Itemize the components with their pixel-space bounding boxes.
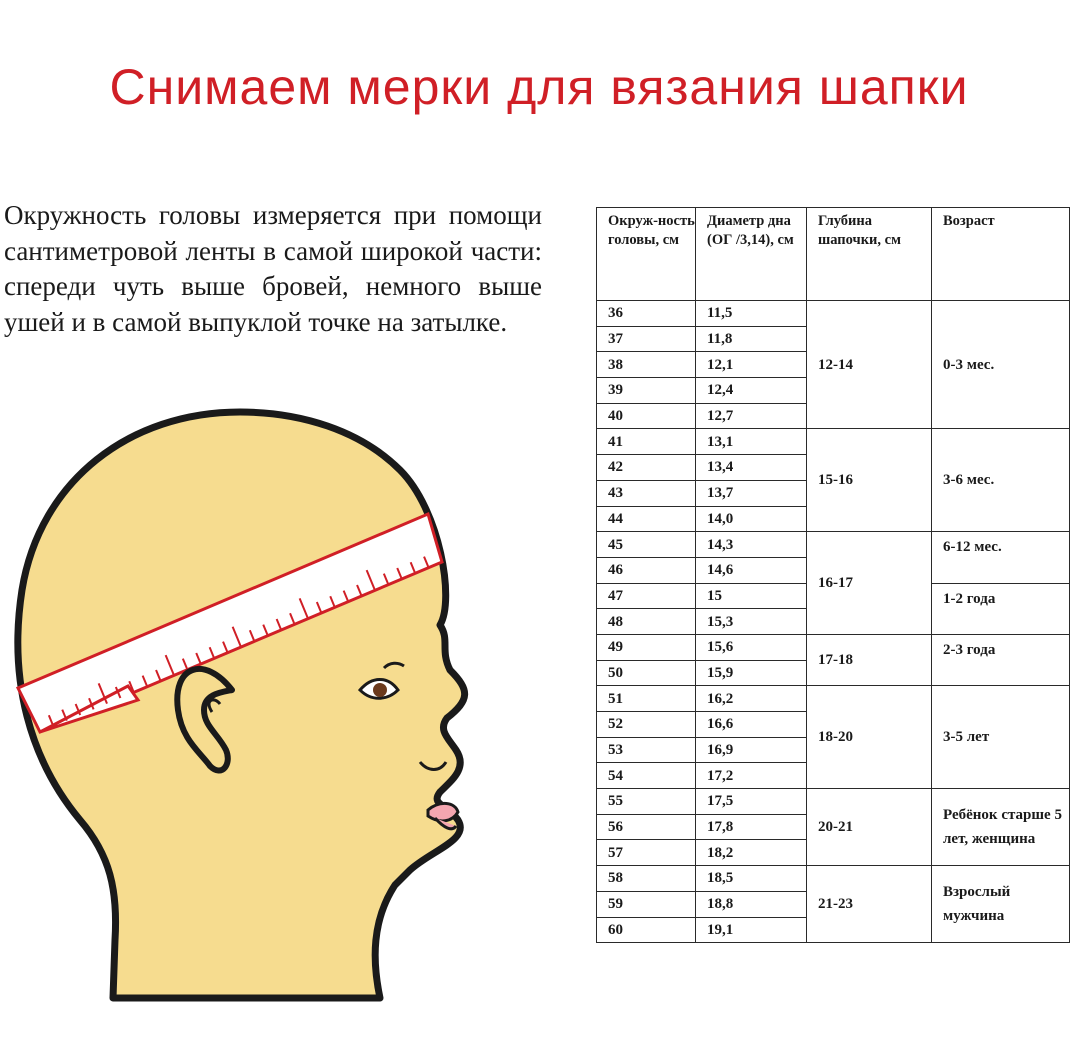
age-cell: Взрослый мужчина bbox=[932, 866, 1070, 943]
circumference-cell: 57 bbox=[597, 840, 696, 866]
diameter-cell: 13,1 bbox=[696, 429, 807, 455]
circumference-cell: 37 bbox=[597, 326, 696, 352]
header-diameter: Диаметр дна (ОГ /3,14), см bbox=[696, 208, 807, 301]
diameter-cell: 16,6 bbox=[696, 712, 807, 738]
circumference-cell: 44 bbox=[597, 506, 696, 532]
circumference-cell: 56 bbox=[597, 814, 696, 840]
age-cell: 6-12 мес. bbox=[932, 532, 1070, 583]
lips-shape bbox=[428, 803, 458, 821]
depth-cell: 16-17 bbox=[807, 532, 932, 635]
diameter-cell: 18,2 bbox=[696, 840, 807, 866]
diameter-cell: 19,1 bbox=[696, 917, 807, 943]
circumference-cell: 48 bbox=[597, 609, 696, 635]
depth-cell: 17-18 bbox=[807, 634, 932, 685]
circumference-cell: 51 bbox=[597, 686, 696, 712]
depth-cell: 20-21 bbox=[807, 789, 932, 866]
diameter-cell: 11,5 bbox=[696, 301, 807, 327]
header-circumference: Окруж-ность головы, см bbox=[597, 208, 696, 301]
intro-paragraph: Окружность головы измеряется при помощи сантиметровой ленты в самой широкой части: спереди чуть выше бровей, немного выше ушей и в самой выпуклой точке на затылке. bbox=[4, 200, 542, 337]
circumference-cell: 52 bbox=[597, 712, 696, 738]
age-cell: 0-3 мес. bbox=[932, 301, 1070, 429]
circumference-cell: 40 bbox=[597, 403, 696, 429]
circumference-cell: 53 bbox=[597, 737, 696, 763]
table-row bbox=[597, 634, 1070, 660]
diameter-cell: 12,7 bbox=[696, 403, 807, 429]
circumference-cell: 54 bbox=[597, 763, 696, 789]
diameter-cell: 11,8 bbox=[696, 326, 807, 352]
circumference-cell: 49 bbox=[597, 634, 696, 660]
age-cell: 3-6 мес. bbox=[932, 429, 1070, 532]
diameter-cell: 17,2 bbox=[696, 763, 807, 789]
diameter-cell: 17,5 bbox=[696, 789, 807, 815]
circumference-cell: 45 bbox=[597, 532, 696, 558]
size-table bbox=[596, 207, 1070, 943]
header-depth: Глубина шапочки, см bbox=[807, 208, 932, 301]
depth-cell: 12-14 bbox=[807, 301, 932, 429]
age-cell: 1-2 года bbox=[932, 583, 1070, 634]
circumference-cell: 41 bbox=[597, 429, 696, 455]
diameter-cell: 16,9 bbox=[696, 737, 807, 763]
page-title: Снимаем мерки для вязания шапки bbox=[109, 59, 969, 115]
circumference-cell: 43 bbox=[597, 480, 696, 506]
age-cell: Ребёнок старше 5 лет, женщина bbox=[932, 789, 1070, 866]
circumference-cell: 55 bbox=[597, 789, 696, 815]
circumference-cell: 39 bbox=[597, 378, 696, 404]
head-measuring-illustration bbox=[0, 400, 560, 1020]
age-cell: 2-3 года bbox=[932, 634, 1070, 685]
circumference-cell: 47 bbox=[597, 583, 696, 609]
diameter-cell: 15 bbox=[696, 583, 807, 609]
table-row bbox=[597, 686, 1070, 712]
diameter-cell: 15,9 bbox=[696, 660, 807, 686]
depth-cell: 21-23 bbox=[807, 866, 932, 943]
diameter-cell: 18,5 bbox=[696, 866, 807, 892]
table-row bbox=[597, 429, 1070, 455]
depth-cell: 15-16 bbox=[807, 429, 932, 532]
circumference-cell: 60 bbox=[597, 917, 696, 943]
depth-cell: 18-20 bbox=[807, 686, 932, 789]
diameter-cell: 13,4 bbox=[696, 455, 807, 481]
circumference-cell: 46 bbox=[597, 557, 696, 583]
diameter-cell: 14,3 bbox=[696, 532, 807, 558]
table-header-row bbox=[597, 208, 1070, 301]
age-cell: 3-5 лет bbox=[932, 686, 1070, 789]
diameter-cell: 17,8 bbox=[696, 814, 807, 840]
diameter-cell: 18,8 bbox=[696, 891, 807, 917]
diameter-cell: 12,4 bbox=[696, 378, 807, 404]
diameter-cell: 13,7 bbox=[696, 480, 807, 506]
table-row bbox=[597, 532, 1070, 558]
table-row bbox=[597, 789, 1070, 815]
circumference-cell: 59 bbox=[597, 891, 696, 917]
table-row bbox=[597, 301, 1070, 327]
diameter-cell: 14,0 bbox=[696, 506, 807, 532]
diameter-cell: 15,6 bbox=[696, 634, 807, 660]
diameter-cell: 14,6 bbox=[696, 557, 807, 583]
circumference-cell: 50 bbox=[597, 660, 696, 686]
circumference-cell: 42 bbox=[597, 455, 696, 481]
circumference-cell: 36 bbox=[597, 301, 696, 327]
header-age: Возраст bbox=[932, 208, 1070, 301]
table-row bbox=[597, 866, 1070, 892]
diameter-cell: 16,2 bbox=[696, 686, 807, 712]
diameter-cell: 15,3 bbox=[696, 609, 807, 635]
circumference-cell: 58 bbox=[597, 866, 696, 892]
circumference-cell: 38 bbox=[597, 352, 696, 378]
diameter-cell: 12,1 bbox=[696, 352, 807, 378]
